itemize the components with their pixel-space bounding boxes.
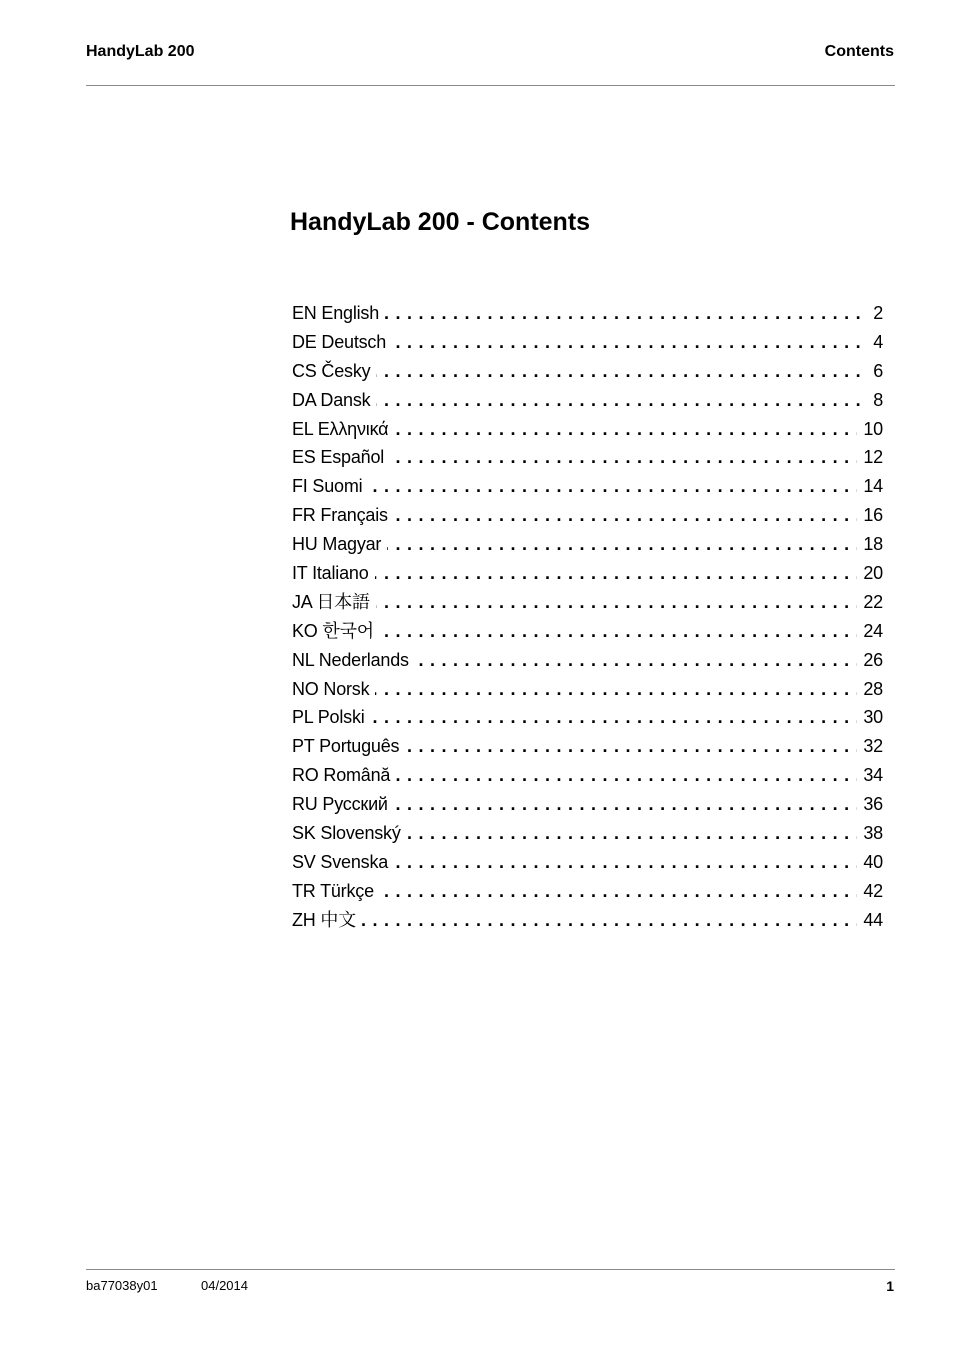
toc-entry-label: RU Русский [292,794,394,814]
toc-entry[interactable] [292,299,883,328]
toc-dot-leader [292,588,883,617]
footer-divider [86,1269,895,1270]
toc-entry-page-number: 22 [857,588,883,617]
toc-entry-page-number: 18 [857,530,883,559]
toc-dot-leader [292,877,883,906]
table-of-contents [292,299,883,935]
toc-dot-leader [292,675,883,704]
toc-entry-page-number: 30 [857,703,883,732]
toc-entry-label: KO 한국어 [292,621,380,641]
toc-entry[interactable] [292,530,883,559]
toc-entry-label: ES Español [292,447,390,467]
toc-entry[interactable] [292,848,883,877]
toc-entry-label: EL Ελληνικά [292,419,394,439]
page-title: HandyLab 200 - Contents [290,208,591,236]
toc-entry-page-number: 42 [857,877,883,906]
toc-entry-label: SK Slovenský [292,823,407,843]
toc-entry[interactable] [292,415,883,444]
toc-entry-page-number: 26 [857,646,883,675]
toc-entry-label: TR Türkçe [292,881,380,901]
toc-entry-label: EN English [292,303,385,323]
toc-entry[interactable] [292,790,883,819]
toc-entry-label: PL Polski [292,707,371,727]
toc-dot-leader [292,559,883,588]
toc-entry-page-number: 8 [867,386,883,415]
toc-entry-label: ZH 中文 [292,910,362,930]
toc-entry[interactable] [292,675,883,704]
toc-dot-leader [292,617,883,646]
header-product-name: HandyLab 200 [86,43,195,60]
footer-date: 04/2014 [201,1278,248,1293]
toc-entry[interactable] [292,386,883,415]
toc-dot-leader [292,357,883,386]
toc-entry-page-number: 34 [857,761,883,790]
footer-document-id: ba77038y01 [86,1278,158,1293]
toc-entry-page-number: 38 [857,819,883,848]
toc-entry[interactable] [292,501,883,530]
header-section-name: Contents [824,43,894,60]
toc-entry-label: JA 日本語 [292,592,376,612]
toc-entry[interactable] [292,617,883,646]
toc-entry[interactable] [292,357,883,386]
toc-entry-page-number: 12 [857,443,883,472]
toc-entry[interactable] [292,559,883,588]
toc-entry-label: FR Français [292,505,394,525]
toc-entry[interactable] [292,443,883,472]
toc-dot-leader [292,472,883,501]
toc-entry-label: RO Română [292,765,396,785]
page-header [86,43,894,63]
toc-entry[interactable] [292,646,883,675]
toc-dot-leader [292,703,883,732]
toc-entry-page-number: 10 [857,415,883,444]
toc-entry[interactable] [292,472,883,501]
toc-entry-page-number: 16 [857,501,883,530]
footer-page-number: 1 [886,1278,894,1294]
toc-entry-label: CS Česky [292,361,376,381]
toc-entry-label: DE Deutsch [292,332,392,352]
toc-entry[interactable] [292,588,883,617]
toc-entry-label: NO Norsk [292,679,375,699]
toc-dot-leader [292,386,883,415]
toc-entry-page-number: 20 [857,559,883,588]
toc-entry-page-number: 14 [857,472,883,501]
toc-entry[interactable] [292,761,883,790]
toc-entry-label: DA Dansk [292,390,376,410]
header-divider [86,85,895,86]
toc-entry-page-number: 32 [857,732,883,761]
toc-entry[interactable] [292,328,883,357]
toc-entry-label: HU Magyar [292,534,387,554]
toc-entry-label: PT Português [292,736,405,756]
toc-entry[interactable] [292,819,883,848]
toc-entry-page-number: 44 [857,906,883,935]
toc-entry-page-number: 28 [857,675,883,704]
toc-entry-page-number: 40 [857,848,883,877]
toc-dot-leader [292,906,883,935]
toc-entry-page-number: 6 [867,357,883,386]
toc-entry-page-number: 24 [857,617,883,646]
toc-entry-label: FI Suomi [292,476,368,496]
toc-entry-label: NL Nederlands [292,650,415,670]
page-footer [86,1278,894,1296]
toc-entry[interactable] [292,906,883,935]
toc-entry[interactable] [292,877,883,906]
toc-entry-page-number: 36 [857,790,883,819]
toc-entry-page-number: 2 [867,299,883,328]
toc-entry[interactable] [292,732,883,761]
toc-entry-label: IT Italiano [292,563,375,583]
toc-entry[interactable] [292,703,883,732]
toc-entry-label: SV Svenska [292,852,394,872]
toc-entry-page-number: 4 [867,328,883,357]
